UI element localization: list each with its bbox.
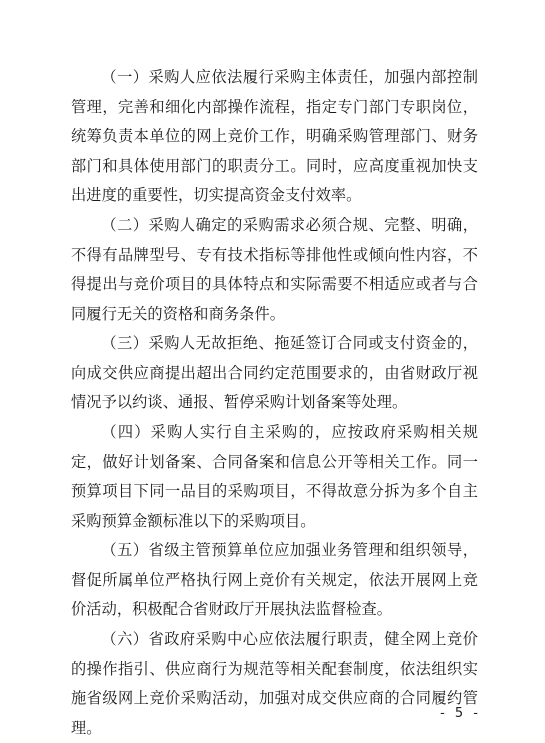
page-number: - 5 -: [440, 706, 481, 721]
paragraph-4: （四）采购人实行自主采购的，应按政府采购相关规定，做好计划备案、合同备案和信息公开等相关工作。同一预算项目下同一品目的采购项目，不得故意分拆为多个自主采购预算金额标准以下的采购项目。: [71, 423, 478, 530]
paragraph-1: （一）采购人应依法履行采购主体责任，加强内部控制管理，完善和细化内部操作流程，指定专门部门专职岗位，统筹负责本单位的网上竞价工作，明确采购管理部门、财务部门和具体使用部门的职责分工。同时，应高度重视加快支出进度的重要性，切实提高资金支付效率。: [71, 68, 478, 204]
paragraph-3: （三）采购人无故拒绝、拖延签订合同或支付资金的，向成交供应商提出超出合同约定范围要求的，由省财政厅视情况予以约谈、通报、暂停采购计划备案等处理。: [71, 334, 478, 411]
paragraph-2: （二）采购人确定的采购需求必须合规、完整、明确，不得有品牌型号、专有技术指标等排他性或倾向性内容，不得提出与竞价项目的具体特点和实际需要不相适应或者与合同履行无关的资格和商务条件。: [71, 216, 478, 323]
paragraph-6: （六）省政府采购中心应依法履行职责，健全网上竞价的操作指引、供应商行为规范等相关配套制度，依法组织实施省级网上竞价采购活动，加强对成交供应商的合同履约管理。: [71, 630, 478, 737]
paragraph-5: （五）省级主管预算单位应加强业务管理和组织领导，督促所属单位严格执行网上竞价有关规定，依法开展网上竞价活动，积极配合省财政厅开展执法监督检查。: [71, 541, 478, 618]
